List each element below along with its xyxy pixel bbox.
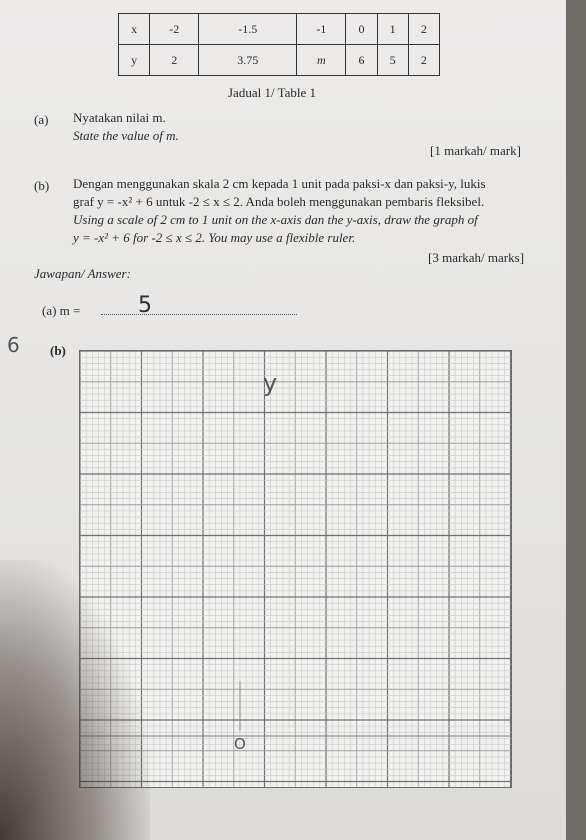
answer-heading: Jawapan/ Answer: (34, 266, 131, 281)
handwritten-answer: 5 (138, 293, 152, 318)
table-cell: 2 (408, 14, 439, 45)
table-row-y (119, 45, 440, 76)
table-cell: 2 (150, 45, 199, 76)
question-b-english-2: y = -x² + 6 for -2 ≤ x ≤ 2. You may use a flexible ruler. (73, 230, 356, 245)
table-cell: 5 (377, 45, 408, 76)
handwritten-origin: O (234, 735, 246, 753)
table-cell: -1 (297, 14, 346, 45)
table-cell: 0 (346, 14, 377, 45)
question-a-label: (a) (34, 112, 49, 127)
question-b-marks: [3 markah/ marks] (428, 250, 525, 265)
graph-grid (80, 351, 512, 788)
table-caption: Jadual 1/ Table 1 (228, 85, 317, 100)
table-cell: 6 (346, 45, 377, 76)
graph-paper[interactable] (79, 350, 512, 788)
handwritten-y: y (263, 369, 278, 397)
question-b-english-1: Using a scale of 2 cm to 1 unit on the x-axis dan the y-axis, draw the graph of (73, 212, 478, 227)
answer-a-line[interactable] (101, 314, 297, 315)
pencil-x-axis (80, 735, 512, 737)
question-a-malay: Nyatakan nilai m. (73, 110, 166, 125)
question-b-malay-1: Dengan menggunakan skala 2 cm kepada 1 unit pada paksi-x dan paksi-y, lukis (73, 176, 486, 191)
answer-a-label: (a) m = (42, 303, 81, 318)
table-cell: -2 (150, 14, 199, 45)
table-header-x: x (119, 14, 150, 45)
table-cell: m (297, 45, 346, 76)
question-b-label: (b) (34, 178, 50, 193)
answer-b-label: (b) (50, 343, 66, 358)
question-a-english: State the value of m. (73, 128, 179, 143)
margin-mark: 6 (7, 333, 20, 357)
pencil-y-axis (239, 681, 241, 731)
table-cell: 2 (408, 45, 439, 76)
table-cell: 1 (377, 14, 408, 45)
table-header-y: y (119, 45, 150, 76)
question-a-marks: [1 markah/ mark] (430, 143, 521, 158)
value-table (118, 13, 440, 76)
table-cell: -1.5 (199, 14, 297, 45)
table-row-x (119, 14, 440, 45)
question-b-malay-2: graf y = -x² + 6 untuk -2 ≤ x ≤ 2. Anda boleh menggunakan pembaris fleksibel. (73, 194, 485, 209)
table-cell: 3.75 (199, 45, 297, 76)
